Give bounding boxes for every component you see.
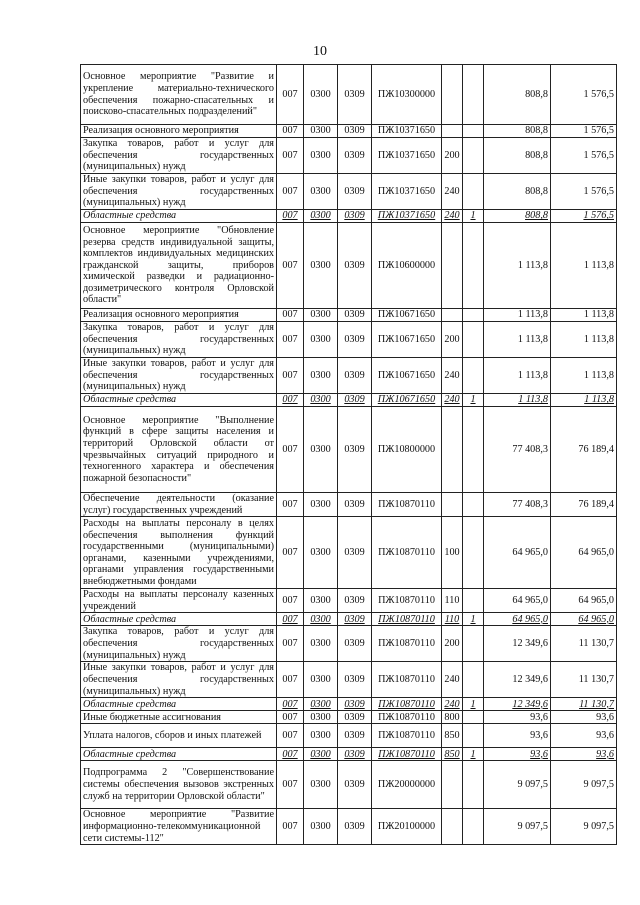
table-row xyxy=(81,711,617,724)
row-vr-code: 200 xyxy=(442,322,463,358)
row-csr-code: ПЖ10870110 xyxy=(372,662,442,698)
row-name: Подпрограмма 2 "Совершенствование системы обеспечения вызовов экстренных служб на территории Орловской области" xyxy=(81,761,277,809)
row-name: Уплата налогов, сборов и иных платежей xyxy=(81,724,277,748)
row-csr-code: ПЖ10870110 xyxy=(372,517,442,589)
row-rz-code: 0300 xyxy=(304,394,338,407)
row-amount-1: 1 113,8 xyxy=(484,394,551,407)
row-source-code xyxy=(463,322,484,358)
row-vr-code: 800 xyxy=(442,711,463,724)
row-csr-code: ПЖ10870110 xyxy=(372,613,442,626)
row-vr-code: 240 xyxy=(442,210,463,223)
row-pr-code: 0309 xyxy=(338,613,372,626)
row-rz-code: 0300 xyxy=(304,309,338,322)
row-rz-code: 0300 xyxy=(304,210,338,223)
row-name: Областные средства xyxy=(81,210,277,223)
row-pr-code: 0309 xyxy=(338,65,372,125)
row-vr-code xyxy=(442,761,463,809)
row-csr-code: ПЖ10671650 xyxy=(372,394,442,407)
row-vr-code: 110 xyxy=(442,589,463,613)
row-pr-code: 0309 xyxy=(338,698,372,711)
row-amount-1: 1 113,8 xyxy=(484,309,551,322)
row-rz-code: 0300 xyxy=(304,761,338,809)
table-row xyxy=(81,748,617,761)
row-source-code xyxy=(463,309,484,322)
table-row xyxy=(81,65,617,125)
row-rz-code: 0300 xyxy=(304,626,338,662)
row-pr-code: 0309 xyxy=(338,493,372,517)
row-name: Основное мероприятие "Развитие и укрепление материально-технического обеспечения пожарно-спасательных и поисково-спасательных подразделений" xyxy=(81,65,277,125)
row-rz-code: 0300 xyxy=(304,65,338,125)
row-pr-code: 0309 xyxy=(338,309,372,322)
row-gr-code: 007 xyxy=(277,358,304,394)
row-vr-code: 240 xyxy=(442,698,463,711)
row-source-code xyxy=(463,626,484,662)
table-row xyxy=(81,493,617,517)
row-rz-code: 0300 xyxy=(304,407,338,493)
row-pr-code: 0309 xyxy=(338,711,372,724)
row-csr-code: ПЖ10870110 xyxy=(372,711,442,724)
row-amount-1: 808,8 xyxy=(484,174,551,210)
page-number: 10 xyxy=(313,44,327,59)
row-vr-code: 240 xyxy=(442,394,463,407)
row-gr-code: 007 xyxy=(277,493,304,517)
row-pr-code: 0309 xyxy=(338,125,372,138)
row-name: Закупка товаров, работ и услуг для обеспечения государственных (муниципальных) нужд xyxy=(81,138,277,174)
row-amount-2: 76 189,4 xyxy=(551,493,617,517)
row-amount-1: 77 408,3 xyxy=(484,407,551,493)
row-csr-code: ПЖ10671650 xyxy=(372,309,442,322)
row-amount-2: 64 965,0 xyxy=(551,589,617,613)
row-gr-code: 007 xyxy=(277,174,304,210)
table-row xyxy=(81,174,617,210)
row-amount-2: 1 576,5 xyxy=(551,125,617,138)
row-gr-code: 007 xyxy=(277,698,304,711)
row-amount-1: 77 408,3 xyxy=(484,493,551,517)
row-rz-code: 0300 xyxy=(304,358,338,394)
row-csr-code: ПЖ20000000 xyxy=(372,761,442,809)
row-name: Областные средства xyxy=(81,748,277,761)
row-pr-code: 0309 xyxy=(338,322,372,358)
row-source-code: 1 xyxy=(463,698,484,711)
row-amount-2: 11 130,7 xyxy=(551,662,617,698)
row-source-code xyxy=(463,358,484,394)
row-source-code xyxy=(463,493,484,517)
row-pr-code: 0309 xyxy=(338,809,372,845)
row-gr-code: 007 xyxy=(277,65,304,125)
row-amount-1: 12 349,6 xyxy=(484,662,551,698)
row-source-code xyxy=(463,138,484,174)
row-amount-2: 1 576,5 xyxy=(551,65,617,125)
row-vr-code: 110 xyxy=(442,613,463,626)
row-csr-code: ПЖ10371650 xyxy=(372,174,442,210)
row-source-code xyxy=(463,174,484,210)
row-name: Основное мероприятие "Развитие информационно-телекоммуникационной сети системы-112" xyxy=(81,809,277,845)
row-name: Обеспечение деятельности (оказание услуг) государственных учреждений xyxy=(81,493,277,517)
row-rz-code: 0300 xyxy=(304,809,338,845)
row-amount-2: 93,6 xyxy=(551,724,617,748)
row-source-code xyxy=(463,125,484,138)
row-amount-2: 9 097,5 xyxy=(551,761,617,809)
row-rz-code: 0300 xyxy=(304,223,338,309)
row-name: Областные средства xyxy=(81,394,277,407)
table-row xyxy=(81,724,617,748)
row-vr-code xyxy=(442,407,463,493)
row-gr-code: 007 xyxy=(277,761,304,809)
row-source-code xyxy=(463,65,484,125)
row-csr-code: ПЖ10300000 xyxy=(372,65,442,125)
row-pr-code: 0309 xyxy=(338,138,372,174)
table-row xyxy=(81,626,617,662)
row-source-code: 1 xyxy=(463,210,484,223)
row-name: Иные закупки товаров, работ и услуг для обеспечения государственных (муниципальных) нужд xyxy=(81,358,277,394)
row-amount-2: 1 113,8 xyxy=(551,322,617,358)
table-row xyxy=(81,407,617,493)
row-name: Расходы на выплаты персоналу казенных учреждений xyxy=(81,589,277,613)
row-rz-code: 0300 xyxy=(304,613,338,626)
row-vr-code: 240 xyxy=(442,174,463,210)
row-csr-code: ПЖ10870110 xyxy=(372,724,442,748)
row-name: Иные закупки товаров, работ и услуг для обеспечения государственных (муниципальных) нужд xyxy=(81,174,277,210)
budget-table-body xyxy=(81,65,617,845)
row-rz-code: 0300 xyxy=(304,138,338,174)
row-amount-2: 76 189,4 xyxy=(551,407,617,493)
row-vr-code: 200 xyxy=(442,626,463,662)
row-gr-code: 007 xyxy=(277,322,304,358)
row-amount-1: 1 113,8 xyxy=(484,358,551,394)
row-gr-code: 007 xyxy=(277,125,304,138)
table-row xyxy=(81,613,617,626)
row-rz-code: 0300 xyxy=(304,698,338,711)
row-rz-code: 0300 xyxy=(304,724,338,748)
row-rz-code: 0300 xyxy=(304,125,338,138)
row-vr-code xyxy=(442,65,463,125)
row-pr-code: 0309 xyxy=(338,210,372,223)
row-gr-code: 007 xyxy=(277,138,304,174)
row-amount-2: 93,6 xyxy=(551,711,617,724)
row-name: Закупка товаров, работ и услуг для обеспечения государственных (муниципальных) нужд xyxy=(81,626,277,662)
row-vr-code: 240 xyxy=(442,358,463,394)
row-amount-1: 808,8 xyxy=(484,138,551,174)
row-rz-code: 0300 xyxy=(304,748,338,761)
row-source-code: 1 xyxy=(463,394,484,407)
row-pr-code: 0309 xyxy=(338,174,372,210)
row-amount-2: 9 097,5 xyxy=(551,809,617,845)
row-name: Областные средства xyxy=(81,698,277,711)
row-name: Иные закупки товаров, работ и услуг для обеспечения государственных (муниципальных) нужд xyxy=(81,662,277,698)
table-row xyxy=(81,210,617,223)
table-row xyxy=(81,517,617,589)
row-rz-code: 0300 xyxy=(304,322,338,358)
row-gr-code: 007 xyxy=(277,809,304,845)
row-amount-2: 1 576,5 xyxy=(551,210,617,223)
row-vr-code: 240 xyxy=(442,662,463,698)
row-amount-1: 808,8 xyxy=(484,125,551,138)
row-source-code xyxy=(463,809,484,845)
row-amount-1: 93,6 xyxy=(484,724,551,748)
row-csr-code: ПЖ10371650 xyxy=(372,138,442,174)
table-row xyxy=(81,698,617,711)
row-csr-code: ПЖ10371650 xyxy=(372,125,442,138)
table-row xyxy=(81,309,617,322)
row-amount-2: 1 576,5 xyxy=(551,174,617,210)
row-gr-code: 007 xyxy=(277,589,304,613)
row-csr-code: ПЖ10870110 xyxy=(372,698,442,711)
row-amount-2: 11 130,7 xyxy=(551,698,617,711)
table-row xyxy=(81,322,617,358)
row-amount-1: 808,8 xyxy=(484,210,551,223)
table-row xyxy=(81,394,617,407)
row-gr-code: 007 xyxy=(277,613,304,626)
row-rz-code: 0300 xyxy=(304,662,338,698)
row-source-code xyxy=(463,724,484,748)
row-amount-1: 93,6 xyxy=(484,748,551,761)
row-name: Закупка товаров, работ и услуг для обеспечения государственных (муниципальных) нужд xyxy=(81,322,277,358)
table-row xyxy=(81,125,617,138)
row-rz-code: 0300 xyxy=(304,174,338,210)
row-amount-2: 64 965,0 xyxy=(551,517,617,589)
table-row xyxy=(81,138,617,174)
row-name: Реализация основного мероприятия xyxy=(81,309,277,322)
row-vr-code xyxy=(442,125,463,138)
table-row xyxy=(81,589,617,613)
row-csr-code: ПЖ10371650 xyxy=(372,210,442,223)
row-source-code xyxy=(463,407,484,493)
row-csr-code: ПЖ10671650 xyxy=(372,358,442,394)
row-source-code xyxy=(463,761,484,809)
row-rz-code: 0300 xyxy=(304,711,338,724)
row-gr-code: 007 xyxy=(277,223,304,309)
row-amount-2: 64 965,0 xyxy=(551,613,617,626)
row-pr-code: 0309 xyxy=(338,724,372,748)
row-gr-code: 007 xyxy=(277,711,304,724)
row-name: Областные средства xyxy=(81,613,277,626)
row-pr-code: 0309 xyxy=(338,748,372,761)
row-amount-2: 1 576,5 xyxy=(551,138,617,174)
row-amount-1: 9 097,5 xyxy=(484,809,551,845)
row-amount-1: 12 349,6 xyxy=(484,698,551,711)
table-row xyxy=(81,358,617,394)
row-pr-code: 0309 xyxy=(338,761,372,809)
row-source-code xyxy=(463,711,484,724)
row-amount-1: 64 965,0 xyxy=(484,517,551,589)
row-gr-code: 007 xyxy=(277,517,304,589)
row-csr-code: ПЖ10600000 xyxy=(372,223,442,309)
row-csr-code: ПЖ10671650 xyxy=(372,322,442,358)
row-pr-code: 0309 xyxy=(338,626,372,662)
row-name: Иные бюджетные ассигнования xyxy=(81,711,277,724)
row-gr-code: 007 xyxy=(277,309,304,322)
row-gr-code: 007 xyxy=(277,210,304,223)
row-amount-2: 11 130,7 xyxy=(551,626,617,662)
row-gr-code: 007 xyxy=(277,724,304,748)
row-amount-1: 9 097,5 xyxy=(484,761,551,809)
row-csr-code: ПЖ10870110 xyxy=(372,748,442,761)
row-vr-code xyxy=(442,809,463,845)
row-amount-2: 93,6 xyxy=(551,748,617,761)
row-amount-1: 64 965,0 xyxy=(484,613,551,626)
row-name: Основное мероприятие "Обновление резерва средств индивидуальной защиты, комплектов индивидуальных медицинских гражданской защиты, приборов химической разведки и радиационно-дозиметрического контроля Орловской области" xyxy=(81,223,277,309)
row-vr-code xyxy=(442,223,463,309)
row-source-code xyxy=(463,589,484,613)
row-amount-1: 808,8 xyxy=(484,65,551,125)
budget-table xyxy=(80,64,617,845)
row-pr-code: 0309 xyxy=(338,358,372,394)
row-amount-2: 1 113,8 xyxy=(551,309,617,322)
table-row xyxy=(81,761,617,809)
row-gr-code: 007 xyxy=(277,394,304,407)
row-csr-code: ПЖ10870110 xyxy=(372,589,442,613)
row-csr-code: ПЖ10870110 xyxy=(372,626,442,662)
row-vr-code: 100 xyxy=(442,517,463,589)
row-gr-code: 007 xyxy=(277,626,304,662)
row-amount-2: 1 113,8 xyxy=(551,394,617,407)
row-amount-2: 1 113,8 xyxy=(551,358,617,394)
row-gr-code: 007 xyxy=(277,662,304,698)
row-source-code xyxy=(463,662,484,698)
row-amount-1: 1 113,8 xyxy=(484,223,551,309)
row-pr-code: 0309 xyxy=(338,223,372,309)
row-vr-code: 850 xyxy=(442,724,463,748)
row-pr-code: 0309 xyxy=(338,517,372,589)
row-name: Основное мероприятие "Выполнение функций в сфере защиты населения и территорий Орловской области от чрезвычайных ситуаций природного и техногенного характера и обеспечения пожарной безопасности" xyxy=(81,407,277,493)
row-vr-code xyxy=(442,493,463,517)
row-pr-code: 0309 xyxy=(338,589,372,613)
table-row xyxy=(81,662,617,698)
row-source-code xyxy=(463,223,484,309)
row-amount-1: 1 113,8 xyxy=(484,322,551,358)
row-amount-1: 93,6 xyxy=(484,711,551,724)
row-vr-code xyxy=(442,309,463,322)
row-gr-code: 007 xyxy=(277,407,304,493)
row-rz-code: 0300 xyxy=(304,493,338,517)
row-csr-code: ПЖ20100000 xyxy=(372,809,442,845)
row-gr-code: 007 xyxy=(277,748,304,761)
row-amount-1: 64 965,0 xyxy=(484,589,551,613)
row-pr-code: 0309 xyxy=(338,662,372,698)
row-pr-code: 0309 xyxy=(338,407,372,493)
row-vr-code: 200 xyxy=(442,138,463,174)
table-row xyxy=(81,223,617,309)
row-source-code xyxy=(463,517,484,589)
row-name: Реализация основного мероприятия xyxy=(81,125,277,138)
row-csr-code: ПЖ10800000 xyxy=(372,407,442,493)
row-source-code: 1 xyxy=(463,613,484,626)
row-rz-code: 0300 xyxy=(304,589,338,613)
row-amount-2: 1 113,8 xyxy=(551,223,617,309)
row-vr-code: 850 xyxy=(442,748,463,761)
row-csr-code: ПЖ10870110 xyxy=(372,493,442,517)
table-row xyxy=(81,809,617,845)
row-amount-1: 12 349,6 xyxy=(484,626,551,662)
row-rz-code: 0300 xyxy=(304,517,338,589)
row-name: Расходы на выплаты персоналу в целях обеспечения выполнения функций государственными (муниципальными) органами, казенными учреждениями, органами управления государственными внебюджетными фондами xyxy=(81,517,277,589)
row-pr-code: 0309 xyxy=(338,394,372,407)
row-source-code: 1 xyxy=(463,748,484,761)
